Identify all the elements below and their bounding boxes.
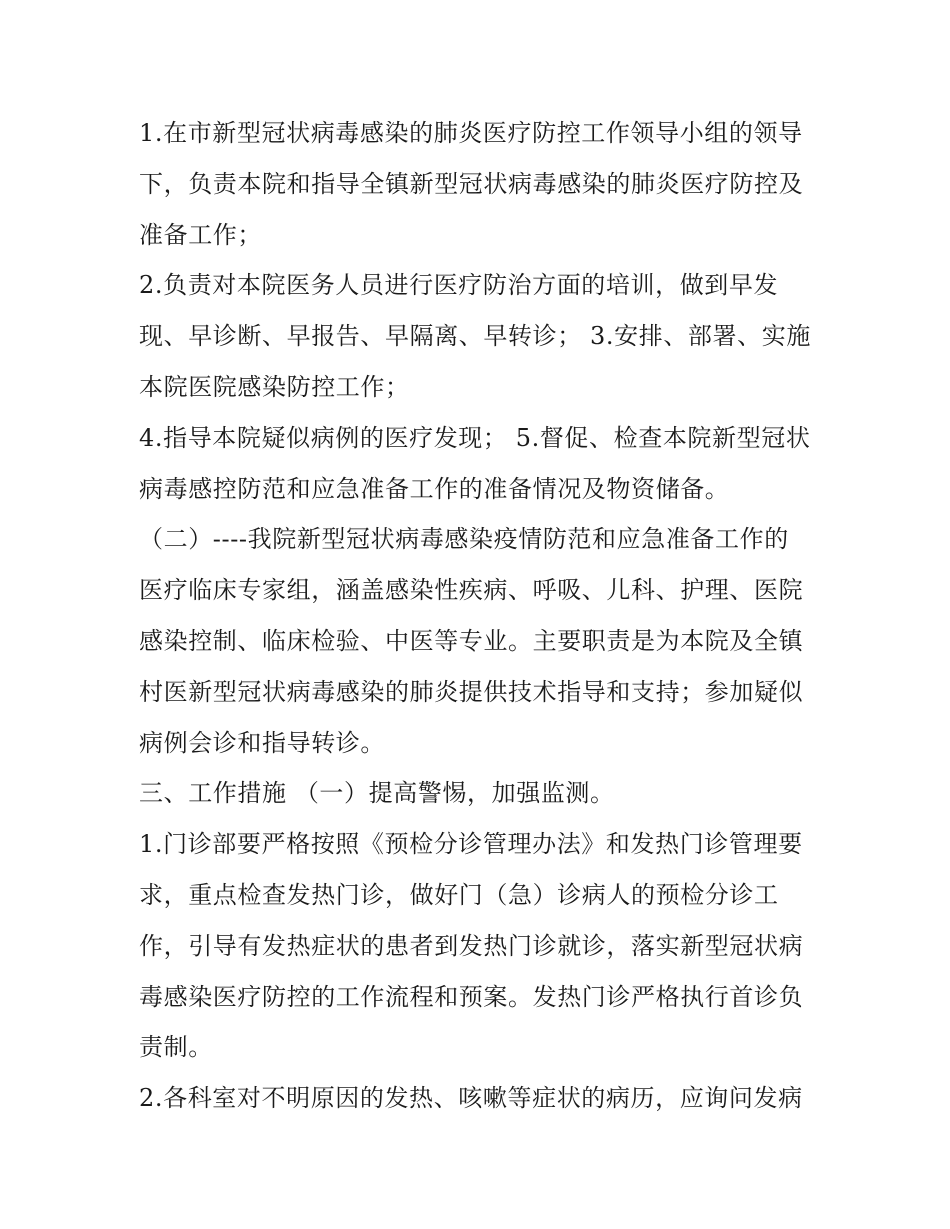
text-line: 毒感染医疗防控的工作流程和预案。发热门诊严格执行首诊负 <box>139 982 804 1011</box>
text-line: 求，重点检查发热门诊，做好门（急）诊病人的预检分诊工 <box>139 880 779 909</box>
text-line: 医疗临床专家组，涵盖感染性疾病、呼吸、儿科、护理、医院 <box>139 576 804 605</box>
text-line: 1.门诊部要严格按照《预检分诊管理办法》和发热门诊管理要 <box>139 830 803 859</box>
text-line: （二）----我院新型冠状病毒感染疫情防范和应急准备工作的 <box>139 525 789 554</box>
text-line: 准备工作； <box>139 220 262 249</box>
text-line: 感染控制、临床检验、中医等专业。主要职责是为本院及全镇 <box>139 626 804 655</box>
document-body <box>139 108 819 1124</box>
text-line: 村医新型冠状病毒感染的肺炎提供技术指导和支持；参加疑似 <box>139 677 804 706</box>
text-line: 现、早诊断、早报告、早隔离、早转诊； 3.安排、部署、实施 <box>139 322 811 351</box>
text-line: 病毒感控防范和应急准备工作的准备情况及物资储备。 <box>139 474 730 503</box>
text-line: 本院医院感染防控工作； <box>139 372 410 401</box>
text-line: 2.负责对本院医务人员进行医疗防治方面的培训，做到早发 <box>139 271 779 300</box>
text-line: 1.在市新型冠状病毒感染的肺炎医疗防控工作领导小组的领导 <box>139 119 803 147</box>
text-line: 责制。 <box>139 1033 213 1062</box>
text-line: 病例会诊和指导转诊。 <box>139 728 385 757</box>
text-line: 下，负责本院和指导全镇新型冠状病毒感染的肺炎医疗防控及 <box>139 169 804 198</box>
text-line: 2.各科室对不明原因的发热、咳嗽等症状的病历，应询问发病 <box>139 1084 803 1113</box>
text-line: 4.指导本院疑似病例的医疗发现； 5.督促、检查本院新型冠状 <box>139 423 811 452</box>
text-line: 三、工作措施 （一）提高警惕，加强监测。 <box>139 779 615 808</box>
text-line: 作，引导有发热症状的患者到发热门诊就诊，落实新型冠状病 <box>139 931 804 960</box>
